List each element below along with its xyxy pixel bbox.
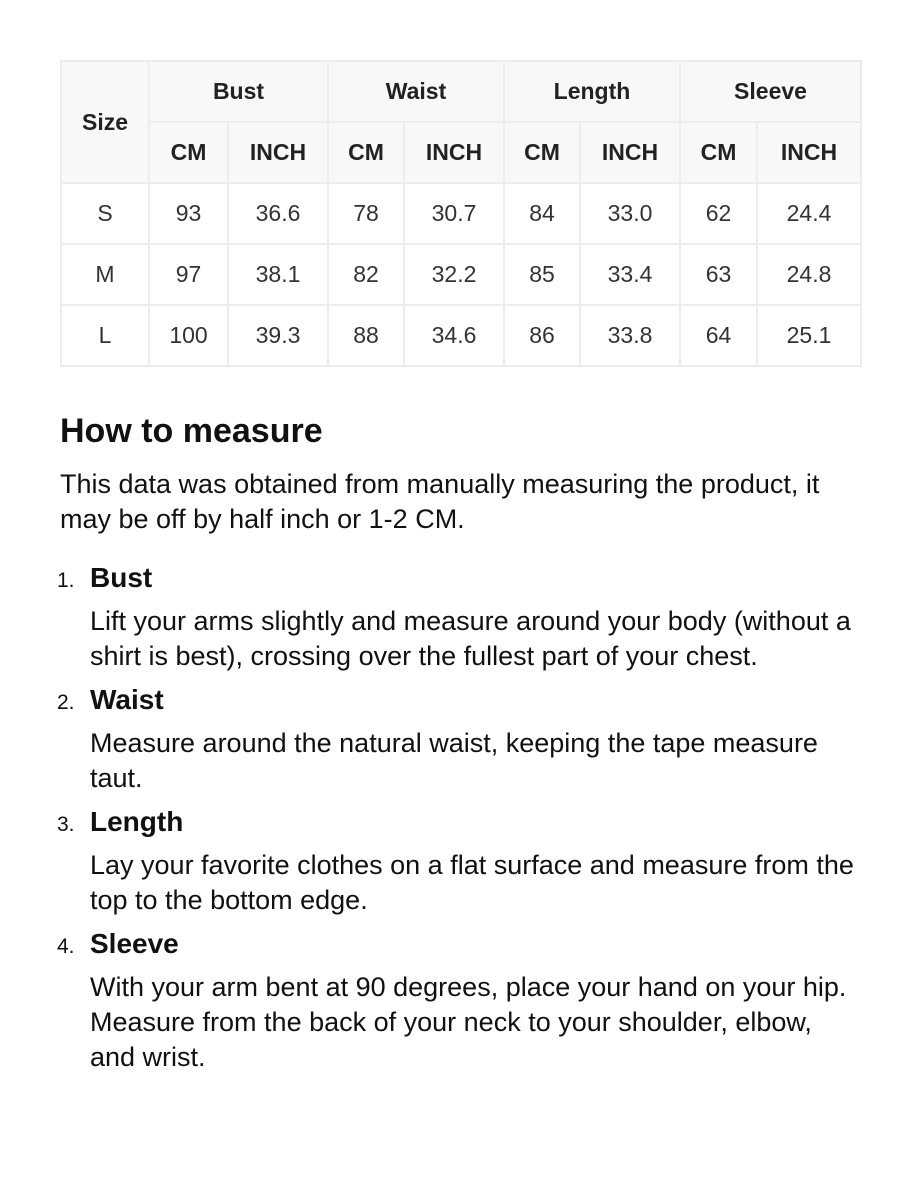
table-cell: 32.2	[404, 244, 504, 305]
bust-header: Bust	[149, 61, 328, 122]
table-cell: 63	[680, 244, 757, 305]
table-cell: 64	[680, 305, 757, 366]
step-number: 1.	[57, 569, 75, 592]
table-cell: 39.3	[228, 305, 328, 366]
step-description: Lift your arms slightly and measure around your body (without a shirt is best), crossing over the fullest part of your chest.	[90, 606, 851, 671]
table-cell: 34.6	[404, 305, 504, 366]
table-cell: 93	[149, 183, 228, 244]
sleeve-header: Sleeve	[680, 61, 861, 122]
unit-header-cm: CM	[328, 122, 404, 183]
measure-steps-list	[57, 560, 860, 1083]
table-cell: 24.4	[757, 183, 861, 244]
table-cell: 97	[149, 244, 228, 305]
table-row	[61, 244, 861, 305]
size-cell: S	[61, 183, 149, 244]
step-title: Bust	[90, 562, 153, 593]
waist-header: Waist	[328, 61, 504, 122]
step-title: Waist	[90, 684, 164, 715]
list-item	[57, 804, 860, 918]
unit-header-cm: CM	[680, 122, 757, 183]
size-column-header: Size	[61, 61, 149, 183]
table-row	[61, 183, 861, 244]
size-chart-table	[60, 60, 862, 367]
table-cell: 86	[504, 305, 580, 366]
step-description: Lay your favorite clothes on a flat surface and measure from the top to the bottom edge.	[90, 850, 854, 915]
list-item	[57, 926, 860, 1075]
table-cell: 100	[149, 305, 228, 366]
step-number: 4.	[57, 935, 75, 958]
table-unit-row	[61, 122, 861, 183]
table-cell: 30.7	[404, 183, 504, 244]
table-cell: 62	[680, 183, 757, 244]
table-cell: 84	[504, 183, 580, 244]
unit-header-inch: INCH	[580, 122, 680, 183]
table-cell: 85	[504, 244, 580, 305]
unit-header-inch: INCH	[404, 122, 504, 183]
table-cell: 33.4	[580, 244, 680, 305]
table-cell: 78	[328, 183, 404, 244]
list-item	[57, 560, 860, 674]
size-cell: M	[61, 244, 149, 305]
step-title: Length	[90, 806, 184, 837]
how-to-measure-title: How to measure	[60, 412, 323, 450]
table-header-row	[61, 61, 861, 122]
unit-header-cm: CM	[149, 122, 228, 183]
intro-text: This data was obtained from manually measuring the product, it may be off by half inch or 1-2 CM.	[60, 469, 820, 534]
unit-header-inch: INCH	[757, 122, 861, 183]
size-cell: L	[61, 305, 149, 366]
unit-header-inch: INCH	[228, 122, 328, 183]
table-cell: 24.8	[757, 244, 861, 305]
table-row	[61, 305, 861, 366]
unit-header-cm: CM	[504, 122, 580, 183]
step-number: 3.	[57, 813, 75, 836]
table-cell: 33.8	[580, 305, 680, 366]
length-header: Length	[504, 61, 680, 122]
table-cell: 25.1	[757, 305, 861, 366]
size-guide	[57, 60, 860, 1072]
list-item	[57, 682, 860, 796]
table-cell: 88	[328, 305, 404, 366]
step-description: Measure around the natural waist, keeping the tape measure taut.	[90, 728, 818, 793]
table-cell: 82	[328, 244, 404, 305]
table-cell: 36.6	[228, 183, 328, 244]
step-number: 2.	[57, 691, 75, 714]
step-title: Sleeve	[90, 928, 179, 959]
table-cell: 33.0	[580, 183, 680, 244]
step-description: With your arm bent at 90 degrees, place your hand on your hip. Measure from the back of your neck to your shoulder, elbow, and wrist.	[90, 972, 847, 1072]
table-cell: 38.1	[228, 244, 328, 305]
